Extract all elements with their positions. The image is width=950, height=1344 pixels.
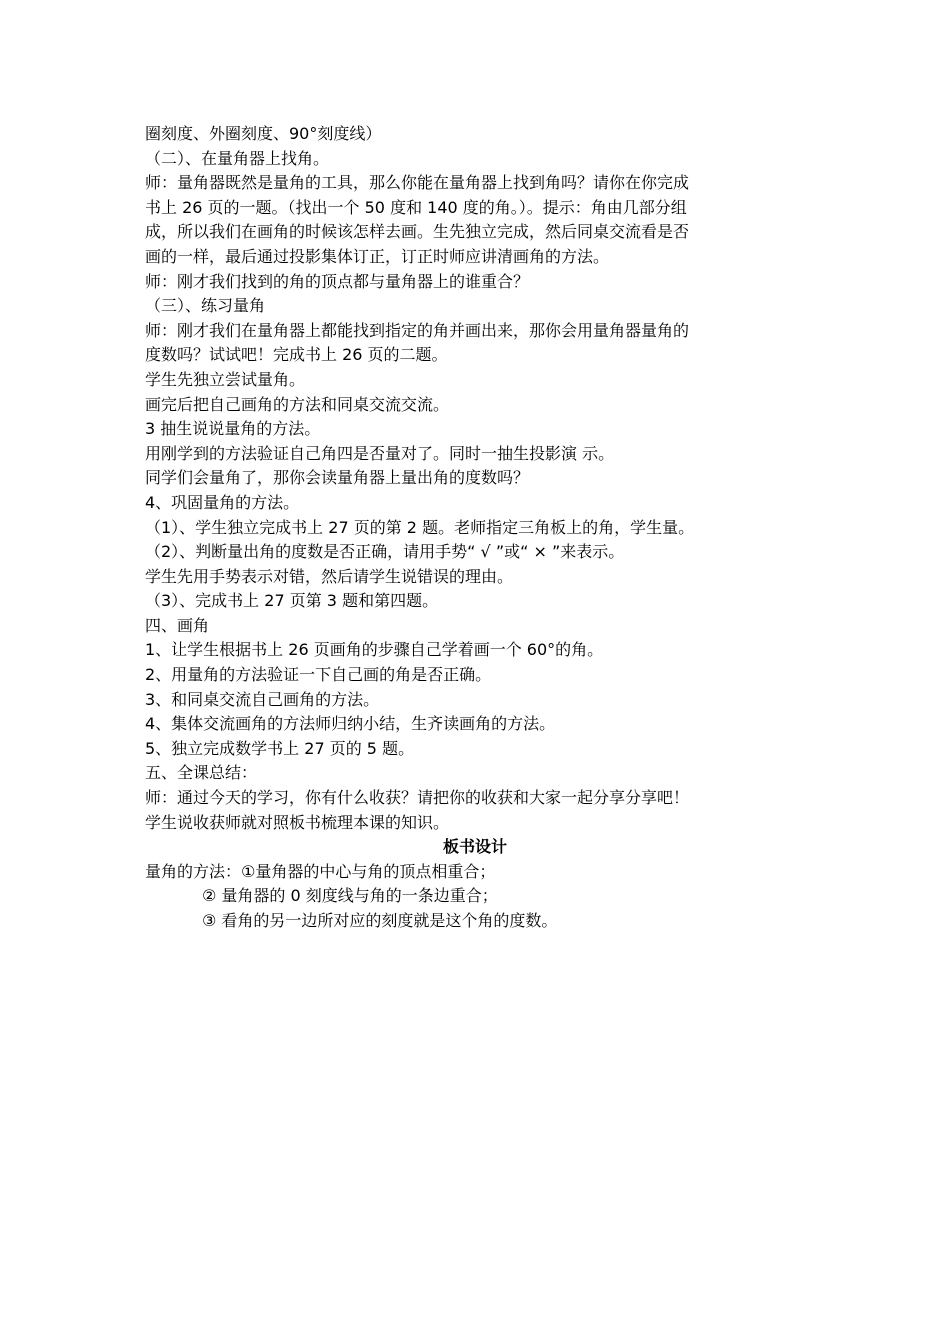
text-line: 学生先独立尝试量角。 — [145, 369, 306, 389]
text-line: 成，所以我们在画角的时候该怎样去画。生先独立完成，然后同桌交流看是否 — [145, 222, 690, 242]
section-heading: 五、全课总结： — [145, 763, 258, 783]
text-line: 师：刚才我们在量角器上都能找到指定的角并画出来，那你会用量角器量角的 — [145, 320, 690, 340]
text-line: 度数吗？试试吧！完成书上 26 页的二题。 — [145, 345, 448, 365]
text-line: （1）、学生独立完成书上 27 页的第 2 题。老师指定三角板上的角，学生量。 — [145, 517, 695, 537]
section-heading: （三）、练习量角 — [145, 296, 266, 316]
section-heading: 4、巩固量角的方法。 — [145, 492, 300, 512]
board-line: ② 量角器的 0 刻度线与角的一条边重合； — [202, 886, 498, 906]
board-line: ③ 看角的另一边所对应的刻度就是这个角的度数。 — [202, 911, 558, 930]
text-line: 用刚学到的方法验证自己角四是否量对了。同时一抽生投影演 示。 — [145, 443, 615, 463]
text-line: 书上 26 页的一题。（找出一个 50 度和 140 度的角。）。提示：角由几部分组 — [145, 197, 687, 217]
list-item: 1、让学生根据书上 26 页画角的步骤自己学着画一个 60°的角。 — [145, 640, 604, 660]
text-line: 师：通过今天的学习，你有什么收获？请把你的收获和大家一起分享分享吧！ — [145, 788, 690, 808]
text-line: 画的一样，最后通过投影集体订正，订正时师应讲清画角的方法。 — [145, 246, 610, 266]
list-item: 3、和同桌交流自己画角的方法。 — [145, 689, 380, 709]
text-line: 圈刻度、外圈刻度、90°刻度线） — [145, 124, 382, 143]
section-heading: 四、画角 — [145, 615, 210, 635]
board-line: 量角的方法：①量角器的中心与角的顶点相重合； — [145, 861, 496, 881]
text-line: 画完后把自己画角的方法和同桌交流交流。 — [145, 394, 450, 414]
list-item: 4、集体交流画角的方法师归纳小结，生齐读画角的方法。 — [145, 714, 556, 734]
text-line: 3 抽生说说量角的方法。 — [145, 419, 321, 439]
list-item: 2、用量角的方法验证一下自己画的角是否正确。 — [145, 665, 492, 685]
document-page — [145, 122, 805, 934]
section-heading: （二）、在量角器上找角。 — [145, 148, 330, 168]
text-line: 师：量角器既然是量角的工具，那么你能在量角器上找到角吗？请你在你完成 — [145, 173, 690, 193]
text-line: 学生先用手势表示对错，然后请学生说错误的理由。 — [145, 566, 514, 586]
text-line: 学生说收获师就对照板书梳理本课的知识。 — [145, 812, 450, 832]
text-line: （3）、完成书上 27 页第 3 题和第四题。 — [145, 591, 439, 611]
list-item: 5、独立完成数学书上 27 页的 5 题。 — [145, 738, 415, 758]
text-line: （2）、判断量出角的度数是否正确，请用手势“ √ ”或“ × ”来表示。 — [145, 542, 625, 562]
board-design-title: 板书设计 — [442, 837, 507, 857]
text-line: 师：刚才我们找到的角的顶点都与量角器上的谁重合？ — [145, 271, 530, 291]
text-line: 同学们会量角了，那你会读量角器上量出角的度数吗？ — [145, 468, 530, 488]
